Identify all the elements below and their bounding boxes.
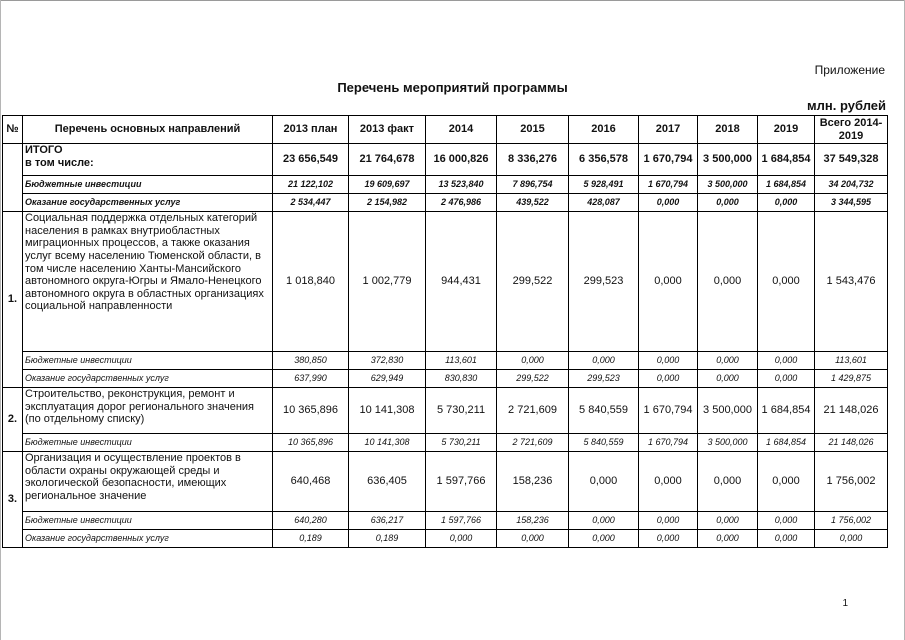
value-cell: 0,000 [639,352,698,370]
value-cell: 1 756,002 [815,452,888,512]
sub-label: Оказание государственных услуг [23,194,273,212]
value-cell: 637,990 [273,370,349,388]
value-cell: 13 523,840 [426,176,497,194]
value-cell: 1 018,840 [273,212,349,352]
value-cell: 3 500,000 [698,176,758,194]
value-cell: 0,000 [758,212,815,352]
value-cell: 0,000 [639,512,698,530]
programme-table [2,115,888,548]
value-cell: 0,000 [815,530,888,548]
sub-label: Бюджетные инвестиции [23,512,273,530]
value-cell: 1 670,794 [639,388,698,434]
value-cell: 5 730,211 [426,388,497,434]
value-cell: 0,000 [758,194,815,212]
value-cell: 0,000 [639,530,698,548]
row-number [3,144,23,212]
value-cell: 8 336,276 [497,144,569,176]
total-label-line1: ИТОГО [25,144,63,156]
value-cell: 0,000 [569,512,639,530]
value-cell: 113,601 [426,352,497,370]
value-cell: 0,189 [349,530,426,548]
direction-sub-row [3,512,888,530]
value-cell: 299,522 [497,370,569,388]
direction-name: Организация и осуществление проектов в области охраны окружающей среды и экологической безопасности, имеющих региональное значение [23,452,273,512]
value-cell: 0,000 [426,530,497,548]
value-cell: 0,189 [273,530,349,548]
value-cell: 1 543,476 [815,212,888,352]
value-cell: 0,000 [497,530,569,548]
value-cell: 428,087 [569,194,639,212]
value-cell: 830,830 [426,370,497,388]
value-cell: 0,000 [758,512,815,530]
sub-label: Оказание государственных услуг [23,370,273,388]
sub-label: Бюджетные инвестиции [23,176,273,194]
direction-sub-row [3,352,888,370]
col-header: 2013 план [273,116,349,144]
value-cell: 10 365,896 [273,388,349,434]
direction-name: Строительство, реконструкция, ремонт и эксплуатация дорог регионального значения (по отдельному списку) [23,388,273,434]
direction-row [3,388,888,434]
value-cell: 0,000 [698,194,758,212]
value-cell: 21 148,026 [815,434,888,452]
value-cell: 10 365,896 [273,434,349,452]
value-cell: 0,000 [639,452,698,512]
value-cell: 0,000 [758,530,815,548]
value-cell: 372,830 [349,352,426,370]
sub-label: Бюджетные инвестиции [23,434,273,452]
value-cell: 21 148,026 [815,388,888,434]
value-cell: 2 721,609 [497,388,569,434]
value-cell: 640,280 [273,512,349,530]
row-number: 3. [3,452,23,548]
header-row [3,116,888,144]
direction-name: Социальная поддержка отдельных категорий населения в рамках внутриобластных миграционных процессов, а также оказания услуг всему населению Тюменской области, в том числе населению Ханты-Мансийского автономного округа-Югры и Ямало-Ненецкого автономного округа в областных организациях социальной направленности [23,212,273,352]
col-header: № [3,116,23,144]
direction-sub-row [3,370,888,388]
value-cell: 0,000 [758,352,815,370]
value-cell: 1 684,854 [758,434,815,452]
value-cell: 0,000 [698,352,758,370]
value-cell: 21 764,678 [349,144,426,176]
value-cell: 5 928,491 [569,176,639,194]
scan-edge-left [0,0,1,640]
value-cell: 2 721,609 [497,434,569,452]
value-cell: 6 356,578 [569,144,639,176]
value-cell: 1 684,854 [758,176,815,194]
value-cell: 0,000 [569,452,639,512]
total-row [3,144,888,176]
document-title: Перечень мероприятий программы [337,80,568,95]
value-cell: 5 840,559 [569,434,639,452]
value-cell: 944,431 [426,212,497,352]
value-cell: 3 500,000 [698,144,758,176]
units-label: млн. рублей [807,98,886,113]
value-cell: 0,000 [698,370,758,388]
value-cell: 34 204,732 [815,176,888,194]
value-cell: 21 122,102 [273,176,349,194]
total-sub-row [3,194,888,212]
value-cell: 113,601 [815,352,888,370]
value-cell: 16 000,826 [426,144,497,176]
value-cell: 37 549,328 [815,144,888,176]
value-cell: 3 500,000 [698,388,758,434]
value-cell: 636,217 [349,512,426,530]
value-cell: 1 684,854 [758,388,815,434]
value-cell: 640,468 [273,452,349,512]
total-sub-row [3,176,888,194]
value-cell: 0,000 [569,530,639,548]
value-cell: 1 597,766 [426,512,497,530]
direction-sub-row [3,434,888,452]
value-cell: 0,000 [497,352,569,370]
value-cell: 5 730,211 [426,434,497,452]
value-cell: 1 429,875 [815,370,888,388]
direction-row [3,452,888,512]
sub-label: Оказание государственных услуг [23,530,273,548]
value-cell: 19 609,697 [349,176,426,194]
value-cell: 2 154,982 [349,194,426,212]
value-cell: 158,236 [497,452,569,512]
total-label [23,144,273,176]
value-cell: 1 684,854 [758,144,815,176]
value-cell: 1 597,766 [426,452,497,512]
appendix-label: Приложение [814,63,885,77]
value-cell: 3 500,000 [698,434,758,452]
value-cell: 23 656,549 [273,144,349,176]
row-number: 2. [3,388,23,452]
value-cell: 380,850 [273,352,349,370]
value-cell: 0,000 [639,212,698,352]
value-cell: 629,949 [349,370,426,388]
col-header: 2016 [569,116,639,144]
value-cell: 0,000 [698,530,758,548]
value-cell: 2 476,986 [426,194,497,212]
value-cell: 439,522 [497,194,569,212]
value-cell: 299,523 [569,370,639,388]
scan-edge-top [0,0,905,1]
value-cell: 0,000 [639,370,698,388]
value-cell: 5 840,559 [569,388,639,434]
value-cell: 1 756,002 [815,512,888,530]
col-header: Всего 2014-2019 [815,116,888,144]
value-cell: 1 670,794 [639,434,698,452]
value-cell: 636,405 [349,452,426,512]
value-cell: 0,000 [698,452,758,512]
value-cell: 10 141,308 [349,434,426,452]
page-number: 1 [842,598,848,609]
direction-sub-row [3,530,888,548]
value-cell: 299,522 [497,212,569,352]
col-header: 2014 [426,116,497,144]
value-cell: 0,000 [758,370,815,388]
value-cell: 299,523 [569,212,639,352]
col-header: Перечень основных направлений [23,116,273,144]
value-cell: 0,000 [698,512,758,530]
value-cell: 1 002,779 [349,212,426,352]
col-header: 2013 факт [349,116,426,144]
value-cell: 0,000 [639,194,698,212]
sub-label: Бюджетные инвестиции [23,352,273,370]
total-label-line2: в том числе: [25,156,94,169]
value-cell: 7 896,754 [497,176,569,194]
col-header: 2015 [497,116,569,144]
value-cell: 1 670,794 [639,176,698,194]
col-header: 2018 [698,116,758,144]
col-header: 2017 [639,116,698,144]
value-cell: 158,236 [497,512,569,530]
value-cell: 2 534,447 [273,194,349,212]
value-cell: 3 344,595 [815,194,888,212]
value-cell: 10 141,308 [349,388,426,434]
row-number: 1. [3,212,23,388]
direction-row [3,212,888,352]
value-cell: 1 670,794 [639,144,698,176]
value-cell: 0,000 [569,352,639,370]
value-cell: 0,000 [698,212,758,352]
value-cell: 0,000 [758,452,815,512]
col-header: 2019 [758,116,815,144]
